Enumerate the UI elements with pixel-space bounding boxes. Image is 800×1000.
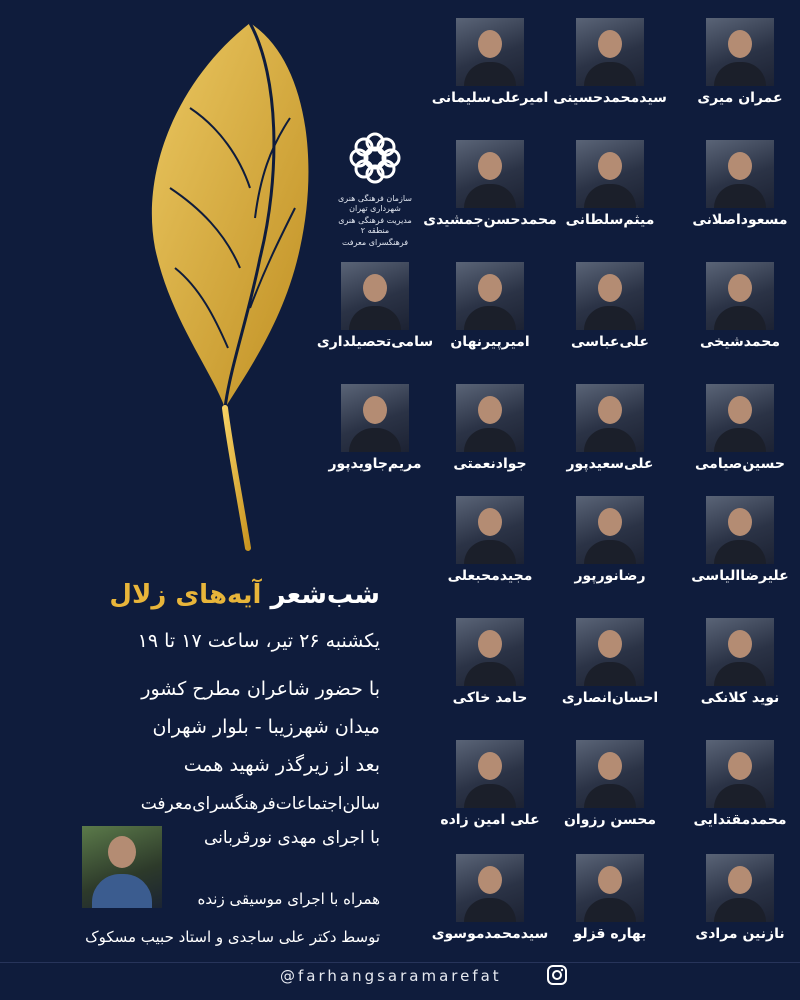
title-white: شب‌شعر <box>270 580 380 610</box>
person-card <box>540 618 680 706</box>
event-line-2: میدان شهرزیبا - بلوار شهران <box>152 716 380 738</box>
portrait-photo <box>706 618 774 686</box>
person-name: امیرعلی‌سلیمانی <box>431 90 549 106</box>
person-card <box>540 262 680 350</box>
person-card <box>670 140 800 228</box>
person-card <box>420 618 560 706</box>
person-card <box>670 618 800 706</box>
portrait-photo <box>576 384 644 452</box>
person-name: علی امین زاده <box>440 812 540 828</box>
person-name: محمدمقتدایی <box>693 812 787 828</box>
person-name: علی‌سعیدپور <box>566 456 654 472</box>
person-card <box>305 384 445 472</box>
event-title <box>20 580 380 610</box>
portrait-photo <box>456 18 524 86</box>
portrait-photo <box>706 740 774 808</box>
person-card <box>420 140 560 228</box>
person-name: احسان‌انصاری <box>561 690 659 706</box>
person-name: علیرضاالیاسی <box>691 568 789 584</box>
person-name: حامد خاکی <box>452 690 528 706</box>
feather-illustration <box>130 18 330 558</box>
portrait-photo <box>456 262 524 330</box>
person-name: محمدحسن‌جمشیدی <box>423 212 557 228</box>
title-gold: آیه‌های زلال <box>109 580 262 610</box>
person-name: نازنین مرادی <box>695 926 785 942</box>
portrait-photo <box>456 618 524 686</box>
person-card <box>670 854 800 942</box>
person-card <box>540 740 680 828</box>
footer-divider <box>0 962 800 963</box>
person-name: سیدمحمدحسینی <box>553 90 667 106</box>
person-card <box>540 18 680 106</box>
person-name: بهاره قزلو <box>573 926 647 942</box>
person-name: سیدمحمدموسوی <box>431 926 549 942</box>
person-card <box>670 740 800 828</box>
person-name: عمران میری <box>697 90 783 106</box>
portrait-photo <box>706 854 774 922</box>
person-name: رضانورپور <box>574 568 646 584</box>
portrait-photo <box>456 740 524 808</box>
portrait-photo <box>706 262 774 330</box>
portrait-photo <box>576 740 644 808</box>
portrait-photo <box>456 384 524 452</box>
portrait-photo <box>456 140 524 208</box>
person-name: محسن رزوان <box>563 812 657 828</box>
portrait-photo <box>456 854 524 922</box>
portrait-photo <box>706 384 774 452</box>
event-line-1: با حضور شاعران مطرح کشور <box>141 678 380 700</box>
person-card <box>540 384 680 472</box>
person-name: نوید کلانکی <box>700 690 780 706</box>
portrait-photo <box>576 854 644 922</box>
person-card <box>540 496 680 584</box>
portrait-photo <box>341 384 409 452</box>
flower-logo-icon <box>345 128 405 188</box>
portrait-photo <box>576 262 644 330</box>
person-card <box>420 496 560 584</box>
event-line-3: بعد از زیرگذر شهید همت <box>183 754 380 776</box>
logo-caption-3: فرهنگسرای معرفت <box>341 238 409 247</box>
event-line-5: با اجرای مهدی نورقربانی <box>204 828 380 848</box>
organization-logo <box>330 128 420 247</box>
person-name: علی‌عباسی <box>571 334 649 350</box>
person-card <box>420 740 560 828</box>
person-name: مجیدمحبعلی <box>447 568 533 584</box>
logo-caption-2: مدیریت فرهنگی هنری منطقه ۲ <box>338 216 412 235</box>
instagram-handle[interactable]: @farhangsaramarefat <box>280 967 502 985</box>
person-card <box>670 18 800 106</box>
person-card <box>540 140 680 228</box>
event-line-6: همراه با اجرای موسیقی زنده <box>197 890 380 908</box>
person-card <box>670 262 800 350</box>
person-card <box>670 496 800 584</box>
portrait-photo <box>576 140 644 208</box>
event-line-4: سالن‌اجتماعات‌فرهنگسرای‌معرفت <box>140 794 380 814</box>
portrait-photo <box>576 496 644 564</box>
person-name: سامی‌تحصیلداری <box>316 334 434 350</box>
portrait-photo <box>456 496 524 564</box>
portrait-photo <box>341 262 409 330</box>
person-card <box>420 18 560 106</box>
portrait-photo <box>576 618 644 686</box>
person-name: محمدشیخی <box>700 334 780 350</box>
person-card <box>670 384 800 472</box>
person-name: جوادنعمتی <box>453 456 527 472</box>
event-date: یکشنبه ۲۶ تیر، ساعت ۱۷ تا ۱۹ <box>137 630 380 652</box>
event-line-7: توسط دکتر علی ساجدی و استاد حبیب مسکوک <box>85 928 380 946</box>
person-name: مسعوداصلانی <box>692 212 788 228</box>
portrait-photo <box>576 18 644 86</box>
person-name: میثم‌سلطانی <box>565 212 655 228</box>
person-name: حسین‌صیامی <box>695 456 785 472</box>
portrait-photo <box>706 18 774 86</box>
instagram-icon[interactable] <box>546 964 568 986</box>
logo-caption-1: سازمان فرهنگی هنری شهرداری تهران <box>338 194 412 213</box>
person-name: مریم‌جاویدپور <box>328 456 422 472</box>
person-card <box>540 854 680 942</box>
portrait-photo <box>706 140 774 208</box>
person-card <box>420 854 560 942</box>
person-card <box>305 262 445 350</box>
portrait-photo <box>706 496 774 564</box>
person-name: امیرپیرنهان <box>450 334 530 350</box>
